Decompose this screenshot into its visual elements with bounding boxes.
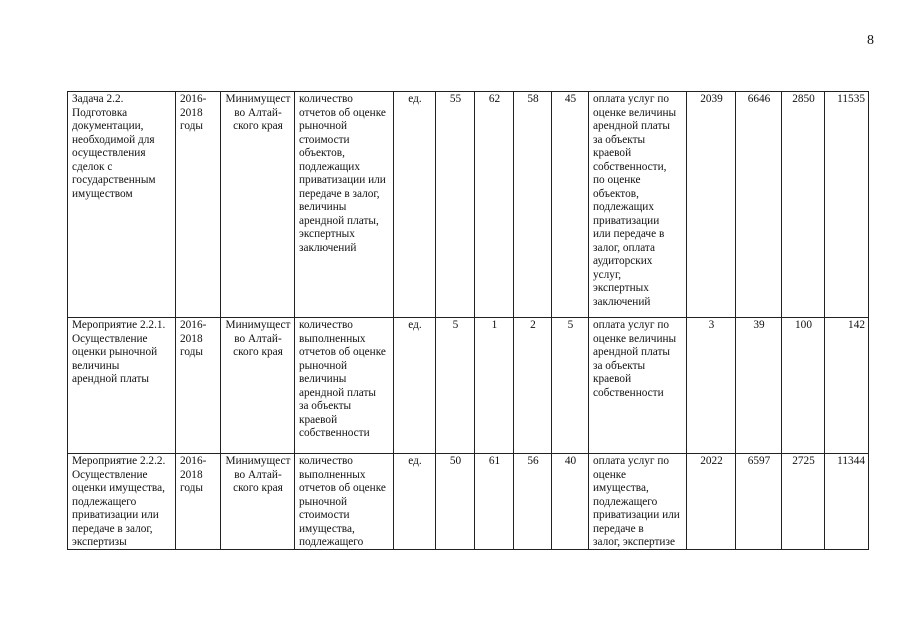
- indicator: количество отчетов об оценке рыночной стоимости объектов, подлежащих приватизации или передаче в залог, величины арендной платы, экспертных заключений: [295, 92, 394, 318]
- period: 2016- 2018 годы: [176, 92, 221, 318]
- table-row: [68, 92, 869, 318]
- unit: ед.: [394, 92, 436, 318]
- program-activities-table: [67, 91, 869, 550]
- cost-value: 100: [782, 318, 825, 454]
- table-row: [68, 454, 869, 550]
- indicator-value: 5: [552, 318, 589, 454]
- cost-value: 2725: [782, 454, 825, 550]
- indicator-value: 40: [552, 454, 589, 550]
- indicator-value: 2: [514, 318, 552, 454]
- indicator-value: 45: [552, 92, 589, 318]
- indicator-value: 55: [436, 92, 475, 318]
- indicator: количество выполненных отчетов об оценке рыночной величины арендной платы за объекты краевой собственности: [295, 318, 394, 454]
- indicator-value: 56: [514, 454, 552, 550]
- indicator-value: 50: [436, 454, 475, 550]
- cost-value: 2022: [687, 454, 736, 550]
- indicator-value: 1: [475, 318, 514, 454]
- period: 2016- 2018 годы: [176, 454, 221, 550]
- expense-direction: оплата услуг по оценке величины арендной платы за объекты краевой собственности: [589, 318, 687, 454]
- activity-name: Задача 2.2. Подготовка документации, необходимой для осуществления сделок с государственным имуществом: [68, 92, 176, 318]
- executor: Минимущест во Алтай- ского края: [221, 318, 295, 454]
- cost-value: 2850: [782, 92, 825, 318]
- cost-value: 39: [736, 318, 782, 454]
- indicator-value: 58: [514, 92, 552, 318]
- indicator-value: 61: [475, 454, 514, 550]
- executor: Минимущест во Алтай- ского края: [221, 92, 295, 318]
- cost-value: 6646: [736, 92, 782, 318]
- page-number: 8: [867, 33, 874, 48]
- indicator-value: 62: [475, 92, 514, 318]
- indicator-value: 5: [436, 318, 475, 454]
- unit: ед.: [394, 318, 436, 454]
- cost-value: 6597: [736, 454, 782, 550]
- cost-total: 142: [825, 318, 869, 454]
- table-row: [68, 318, 869, 454]
- expense-direction: оплата услуг по оценке величины арендной платы за объекты краевой собственности, по оценке объектов, подлежащих приватизации или передаче в залог, оплата аудиторских услуг, экспертных заключений: [589, 92, 687, 318]
- unit: ед.: [394, 454, 436, 550]
- cost-total: 11535: [825, 92, 869, 318]
- activity-name: Мероприятие 2.2.1. Осуществление оценки рыночной величины арендной платы: [68, 318, 176, 454]
- cost-value: 2039: [687, 92, 736, 318]
- period: 2016- 2018 годы: [176, 318, 221, 454]
- indicator: количество выполненных отчетов об оценке рыночной стоимости имущества, подлежащего: [299, 455, 386, 548]
- cost-value: 3: [687, 318, 736, 454]
- executor: Минимущест во Алтай- ского края: [221, 454, 295, 550]
- expense-direction: оплата услуг по оценке имущества, подлежащего приватизации или передаче в залог, экспертизе: [593, 455, 680, 548]
- activity-name: Мероприятие 2.2.2. Осуществление оценки имущества, подлежащего приватизации или передаче в залог, экспертизы: [72, 455, 166, 548]
- cost-total: 11344: [825, 454, 869, 550]
